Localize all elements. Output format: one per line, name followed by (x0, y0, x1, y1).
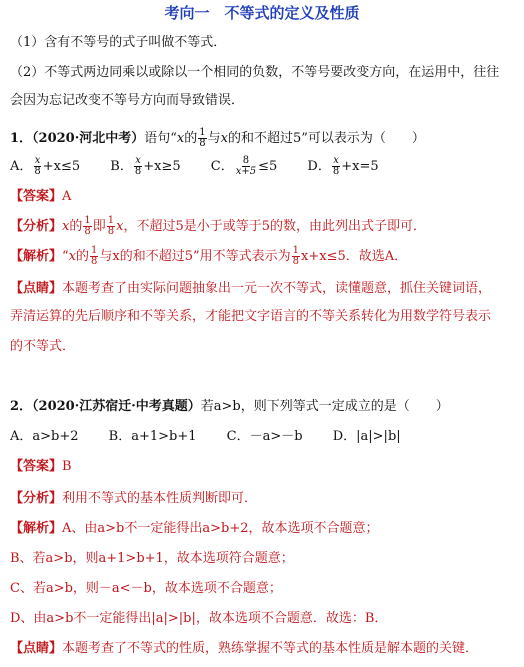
q2-source: （2020·江苏宿迁·中考真题） (32, 399, 201, 414)
comment-text: 本题考查了不等式的性质，熟练掌握不等式的基本性质是解本题的关键． (62, 641, 479, 656)
solution-tag: 【解析】 (10, 249, 63, 264)
q2-number: 2． (10, 399, 33, 414)
text-de: 的 (69, 219, 83, 234)
frac-denominator: x+5 (235, 166, 257, 177)
frac-denominator: 8 (107, 226, 115, 237)
answer-value: A (62, 189, 72, 204)
q1-var-x: x (176, 131, 185, 146)
solution-pre: “ (62, 249, 69, 264)
q2-answer (10, 458, 72, 476)
option-text: +x≤5 (42, 159, 81, 174)
option-text: +x=5 (341, 159, 379, 174)
option-text: +x≥5 (143, 159, 181, 174)
comment-tag: 【点睛】 (10, 281, 63, 296)
q1-fraction (198, 128, 206, 149)
q2-option-a: A．a>b+2 (10, 429, 79, 444)
analysis-tag: 【分析】 (10, 219, 63, 234)
q1-comment-line-2: 弄清运算的先后顺序和不等关系，才能把文字语言的不等关系转化为用数学符号表示 (10, 309, 492, 324)
analysis-fraction-2 (107, 216, 115, 237)
frac-denominator: 8 (34, 166, 41, 177)
q2-comment (10, 640, 478, 658)
option-label: C． (210, 159, 234, 174)
frac-numerator: x (135, 155, 141, 166)
frac-denominator: 8 (134, 166, 142, 177)
q1-stem-yu: 与 (207, 131, 221, 146)
q2-analysis (10, 490, 257, 508)
q1-stem-post: 的和不超过5”可以表示为（ ） (228, 131, 425, 146)
answer-tag: 【答案】 (10, 189, 63, 204)
q1-option-c (211, 156, 278, 177)
q1-options (10, 156, 405, 177)
q1-analysis (10, 216, 426, 237)
answer-tag: 【答案】 (10, 459, 63, 474)
option-fraction (134, 156, 142, 177)
q1-stem-pre: 语句“ (144, 131, 177, 146)
var-x2: x (116, 219, 124, 234)
analysis-text: ，不超过5是小于或等于5的数，由此列出式子即可． (123, 219, 427, 234)
q2-option-b: B．a+1>b+1 (108, 429, 197, 444)
analysis-fraction (83, 216, 91, 237)
solution-post: x+x≤5．故选A． (301, 249, 408, 264)
frac-numerator: 1 (199, 127, 206, 138)
intro-point-2-line-2: 会因为忘记改变不等号方向而导致错误． (10, 93, 245, 108)
option-fraction (332, 156, 340, 177)
solution-text: A、由a>b不一定能得出a>b+2，故本选项不合题意； (62, 521, 379, 536)
q2-solution-c: C、若a>b，则－a<－b，故本选项不合题意； (10, 581, 282, 596)
solution-tag: 【解析】 (10, 521, 63, 536)
frac-denominator: 8 (292, 256, 300, 267)
frac-denominator: 8 (199, 138, 206, 149)
option-label: A． (10, 159, 33, 174)
solution-fraction (90, 246, 98, 267)
q2-option-d: D．|a|>|b| (332, 429, 401, 444)
q1-comment-line-3: 的不等式． (10, 339, 76, 354)
frac-numerator: x (34, 155, 41, 166)
option-fraction (33, 156, 41, 177)
option-label: B． (110, 159, 133, 174)
q1-option-b (110, 156, 180, 177)
solution-mid: 与x的和不超过5”用不等式表示为 (99, 249, 291, 264)
q1-option-a (10, 156, 80, 177)
q2-solution-b: B、若a>b，则a+1>b+1，故本选项符合题意； (10, 551, 294, 566)
q1-answer (10, 188, 71, 206)
frac-numerator: 1 (84, 215, 91, 226)
intro-point-2-line-1: （2）不等式两边同乘以或除以一个相同的负数，不等号要改变方向，在运用中，往往 (10, 65, 500, 80)
solution-fraction-2 (292, 246, 300, 267)
q2-stem-text: 若a>b，则下列等式一定成立的是（ ） (200, 399, 449, 414)
analysis-tag: 【分析】 (10, 491, 63, 506)
q1-stem (10, 128, 425, 149)
q2-option-c: C．－a>－b (226, 429, 303, 444)
var-x: x (68, 249, 77, 264)
answer-value: B (62, 459, 72, 474)
intro-point-1: （1）含有不等号的式子叫做不等式． (10, 35, 227, 50)
option-text: ≤5 (258, 159, 278, 174)
q2-stem (10, 398, 449, 416)
q2-options (10, 428, 427, 446)
section-title: 考向一 不等式的定义及性质 (164, 4, 360, 22)
text-ji: 即 (92, 219, 106, 234)
frac-denominator: 8 (91, 256, 98, 267)
q2-solution-d: D、由a>b不一定能得出|a|>|b|，故本选项不合题意．故选：B． (10, 611, 388, 626)
text-de: 的 (76, 249, 90, 264)
comment-tag: 【点睛】 (10, 641, 63, 656)
frac-denominator: 8 (332, 166, 340, 177)
q1-var-x2: x (220, 131, 229, 146)
q1-stem-de: 的 (184, 131, 198, 146)
frac-numerator: 1 (107, 215, 115, 226)
option-label: D． (307, 159, 331, 174)
q1-comment-line-1 (10, 280, 491, 298)
frac-numerator: 1 (91, 245, 98, 256)
q1-solution (10, 246, 407, 267)
frac-denominator: 8 (84, 226, 91, 237)
q1-option-d (307, 156, 378, 177)
q2-solution-a (10, 520, 379, 538)
frac-numerator: x (333, 155, 339, 166)
var-x: x (62, 219, 70, 234)
q1-source: （2020·河北中考） (32, 131, 145, 146)
option-fraction (235, 156, 257, 177)
frac-numerator: 8 (242, 155, 250, 166)
comment-text: 本题考查了由实际问题抽象出一元一次不等式，读懂题意，抓住关键词语， (62, 281, 492, 296)
frac-numerator: 1 (292, 245, 300, 256)
analysis-text: 利用不等式的基本性质判断即可． (62, 491, 258, 506)
q1-number: 1． (10, 131, 33, 146)
